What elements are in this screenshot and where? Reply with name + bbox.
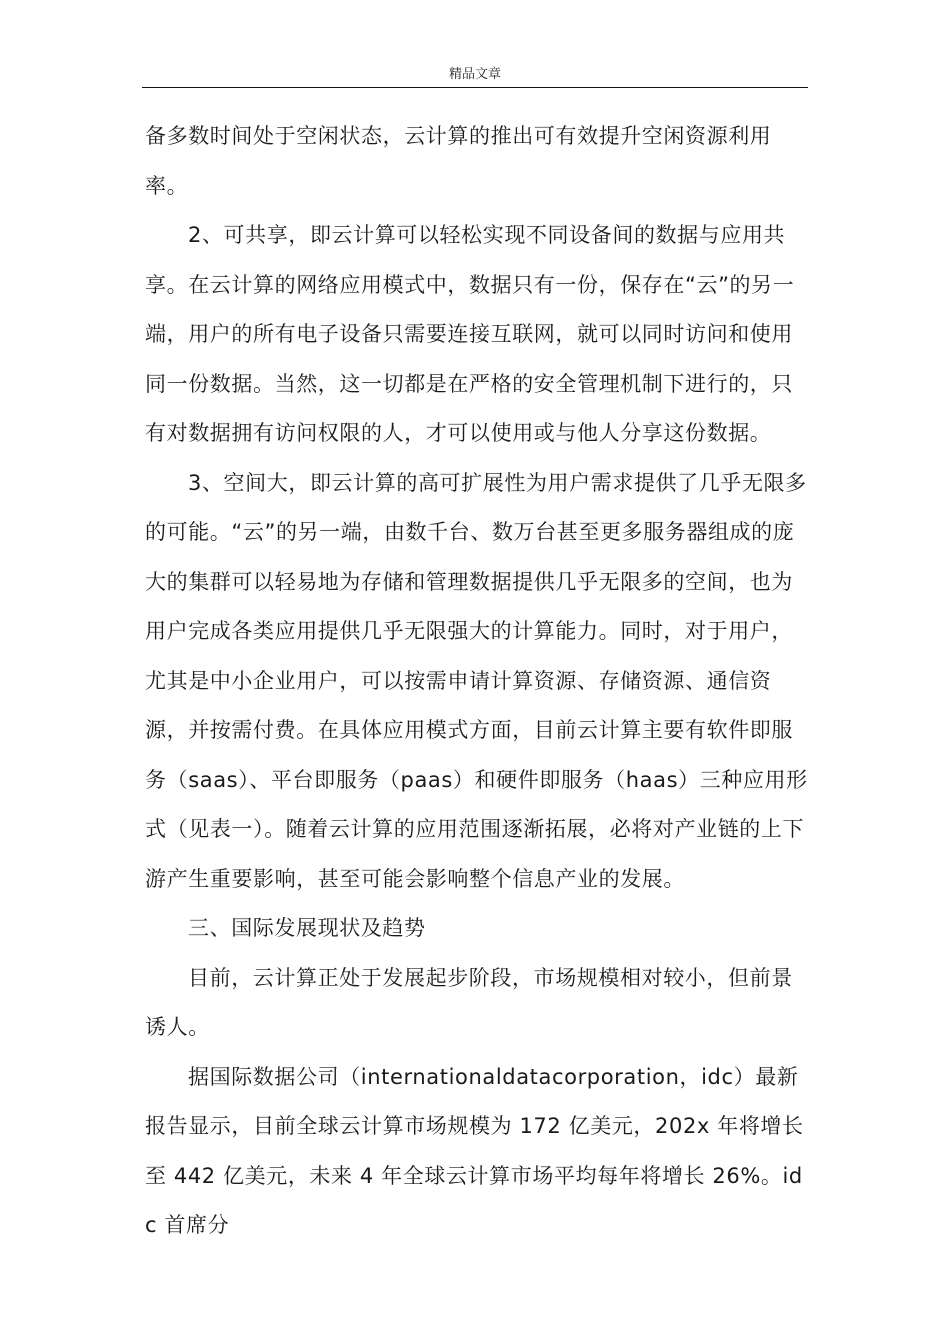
paragraph-continuation: 备多数时间处于空闲状态，云计算的推出可有效提升空闲资源利用率。	[145, 124, 772, 198]
paragraph-shareable: 2、可共享，即云计算可以轻松实现不同设备间的数据与应用共享。在云计算的网络应用模式中，数据只有一份，保存在“云”的另一端，用户的所有电子设备只需要连接互联网，就可以同时访问和使用同一份数据。当然，这一切都是在严格的安全管理机制下进行的，只有对数据拥有访问权限的人，才可以使用或与他人分享这份数据。	[145, 223, 795, 445]
document-body	[145, 112, 809, 1251]
paragraph-capacity: 3、空间大，即云计算的高可扩展性为用户需求提供了几乎无限多的可能。“云”的另一端，由数千台、数万台甚至更多服务器组成的庞大的集群可以轻易地为存储和管理数据提供几乎无限多的空间，也为用户完成各类应用提供几乎无限强大的计算能力。同时，对于用户，尤其是中小企业用户，可以按需申请计算资源、存储资源、通信资源，并按需付费。在具体应用模式方面，目前云计算主要有软件即服务（saas）、平台即服务（paas）和硬件即服务（haas）三种应用形式（见表一）。随着云计算的应用范围逐渐拓展，必将对产业链的上下游产生重要影响，甚至可能会影响整个信息产业的发展。	[145, 470, 808, 891]
header-rule	[142, 87, 808, 88]
page-header-title: 精品文章	[448, 67, 501, 82]
paragraph-idc-report: 据国际数据公司（internationaldatacorporation，idc）最新报告显示，目前全球云计算市场规模为 172 亿美元，202x 年将增长至 442 亿美元，未来 4 年全球云计算市场平均每年将增长 26%。idc 首席分	[145, 1064, 804, 1237]
section-heading: 三、国际发展现状及趋势	[188, 916, 426, 940]
paragraph-current-stage: 目前，云计算正处于发展起步阶段，市场规模相对较小，但前景诱人。	[145, 965, 793, 1039]
